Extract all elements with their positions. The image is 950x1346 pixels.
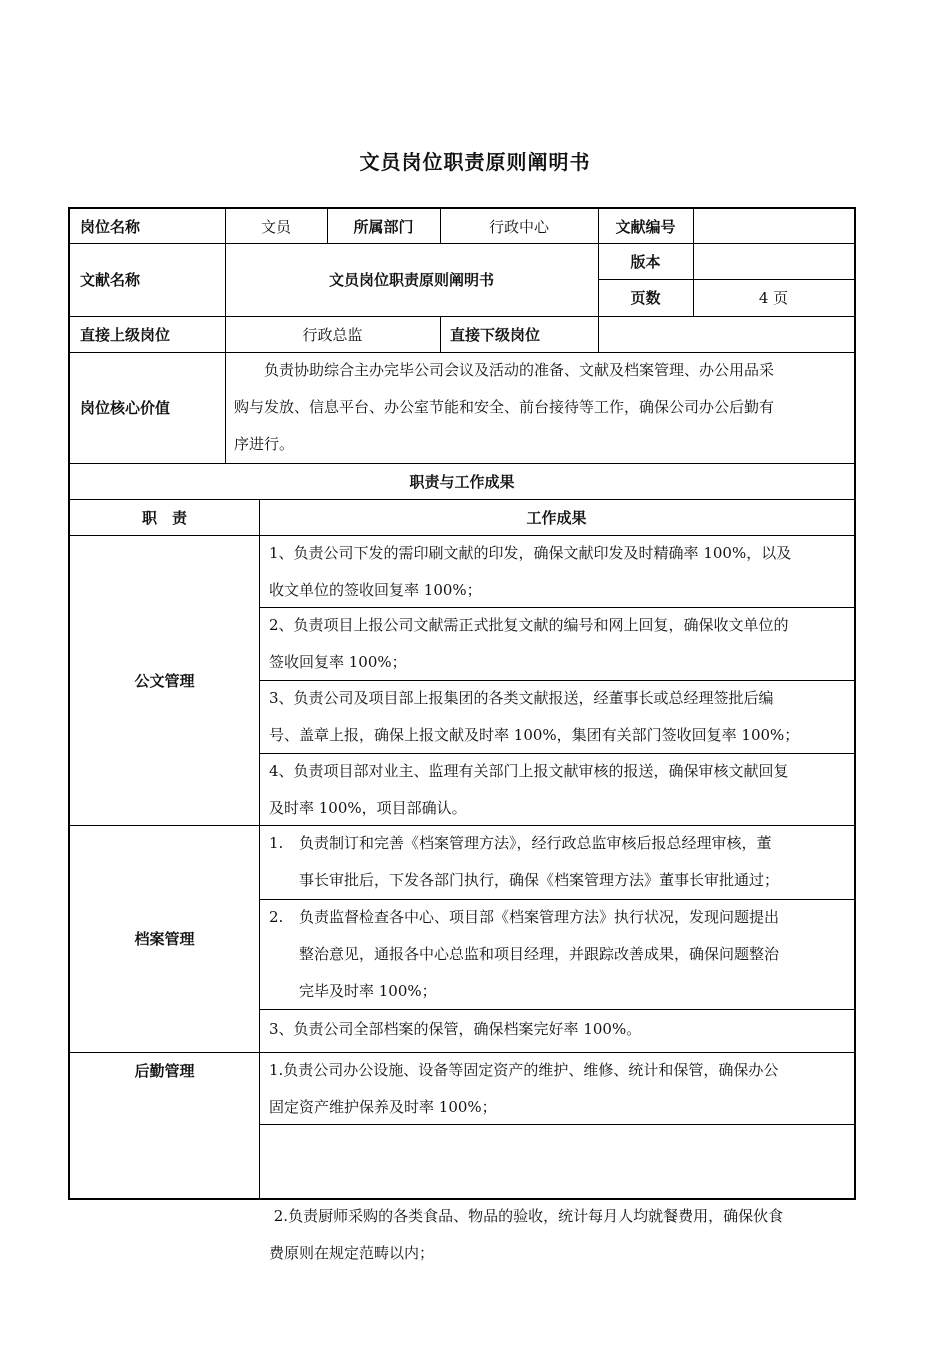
post-name-value: 文员 xyxy=(260,217,291,236)
column-duty: 职 责 xyxy=(141,508,187,527)
item-number: 2. xyxy=(269,908,284,926)
doc-no-label: 文献编号 xyxy=(615,217,676,236)
list-item: 3、负责公司全部档案的保管，确保档案完好率 100%。 xyxy=(269,1020,642,1038)
list-item: 1、负责公司下发的需印刷文献的印发，确保文献印发及时精确率 100%，以及 收文单位的签收回复率 100%； xyxy=(269,544,792,599)
superior-value: 行政总监 xyxy=(302,325,363,344)
pages-label: 页数 xyxy=(630,289,661,307)
subordinate-label: 直接下级岗位 xyxy=(450,325,541,344)
responsibility-table xyxy=(68,207,856,1262)
list-item: 负责监督检查各中心、项目部《档案管理方法》执行状况，发现问题提出 整治意见，通报各中心总监和项目经理，并跟踪改善成果，确保问题整治 完毕及时率 100%； xyxy=(299,908,780,1000)
column-result: 工作成果 xyxy=(526,508,587,527)
dept-value: 行政中心 xyxy=(488,217,549,236)
group-name: 公文管理 xyxy=(134,671,195,690)
item-number: 1. xyxy=(269,834,284,852)
pages-value: 4 页 xyxy=(758,289,789,307)
superior-label: 直接上级岗位 xyxy=(80,325,171,344)
doc-name-value: 文员岗位职责原则阐明书 xyxy=(328,271,494,289)
subordinate-value xyxy=(598,316,854,352)
list-item: 3、负责公司及项目部上报集团的各类文献报送，经董事长或总经理签批后编 号、盖章上报，确保上报文献及时率 100%，集团有关部门签收回复率 100%； xyxy=(269,689,800,744)
version-value xyxy=(693,243,854,279)
doc-no-value xyxy=(693,209,854,243)
list-item: 1.负责公司办公设施、设备等固定资产的维护、维修、统计和保管，确保办公 固定资产维护保养及时率 100%； xyxy=(269,1061,779,1116)
list-item: 2、负责项目上报公司文献需正式批复文献的编号和网上回复，确保收文单位的 签收回复率 100%； xyxy=(269,616,789,671)
doc-name-label: 文献名称 xyxy=(80,271,141,289)
group-name: 后勤管理 xyxy=(134,1061,195,1080)
list-item: 负责制订和完善《档案管理方法》，经行政总监审核后报总经理审核，董 事长审批后，下发各部门执行，确保《档案管理方法》董事长审批通过； xyxy=(299,834,780,889)
post-name-label: 岗位名称 xyxy=(80,217,141,236)
core-value-label: 岗位核心价值 xyxy=(80,399,171,417)
list-item: 2.负责厨师采购的各类食品、物品的验收，统计每月人均就餐费用，确保伙食 费原则在规定范畴以内； xyxy=(269,1207,784,1262)
page-title: 文员岗位职责原则阐明书 xyxy=(359,150,591,174)
dept-label: 所属部门 xyxy=(353,217,414,236)
core-value-text: 负责协助综合主办完毕公司会议及活动的准备、文献及档案管理、办公用品采 购与发放、信息平台、办公室节能和安全、前台接待等工作，确保公司办公后勤有 序进行。 xyxy=(234,361,775,453)
section-title: 职责与工作成果 xyxy=(409,472,515,491)
group-name: 档案管理 xyxy=(134,930,195,948)
list-item: 4、负责项目部对业主、监理有关部门上报文献审核的报送，确保审核文献回复 及时率 100%，项目部确认。 xyxy=(269,762,789,817)
version-label: 版本 xyxy=(630,252,661,271)
